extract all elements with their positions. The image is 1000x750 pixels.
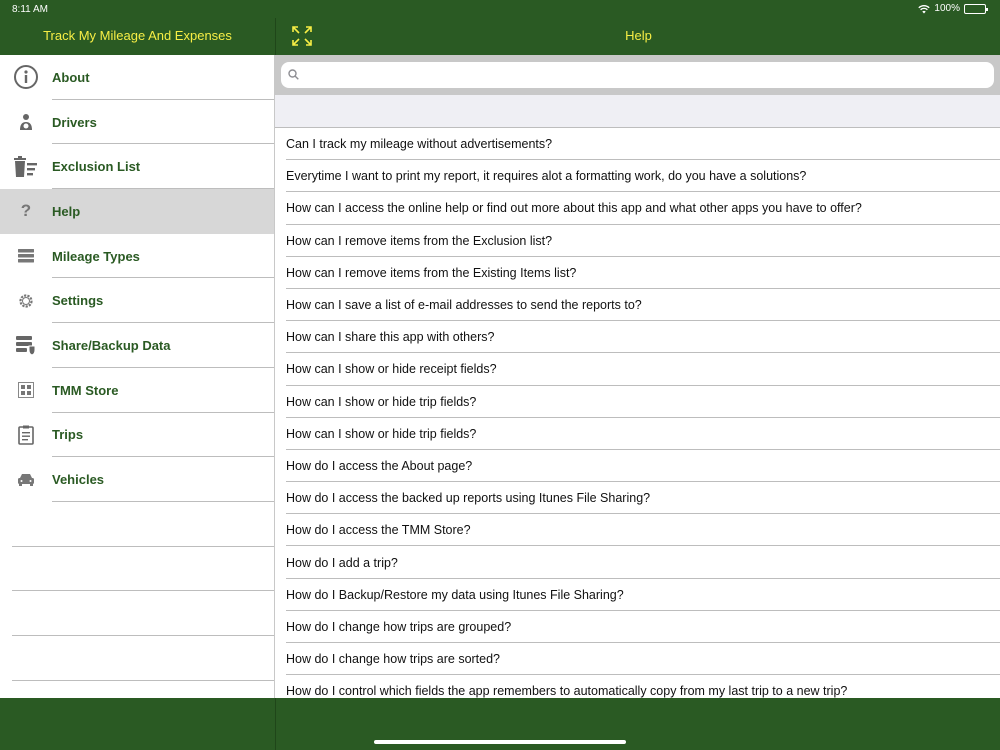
empty-row — [0, 547, 274, 592]
question-text: How do I access the backed up reports using Itunes File Sharing? — [286, 491, 651, 506]
empty-row — [0, 636, 274, 681]
list-item[interactable] — [275, 160, 1000, 192]
help-question-list — [275, 128, 1000, 698]
driver-icon — [0, 113, 52, 131]
question-text: How do I access the TMM Store? — [286, 523, 471, 538]
question-icon: ? — [20, 201, 32, 221]
question-text: How do I change how trips are sorted? — [286, 652, 501, 667]
list-item[interactable] — [275, 643, 1000, 675]
list-item[interactable] — [275, 546, 1000, 578]
list-item[interactable] — [275, 225, 1000, 257]
sidebar-item-label: Share/Backup Data — [52, 337, 171, 353]
status-bar — [0, 0, 1000, 18]
search-box[interactable] — [281, 62, 994, 88]
search-input[interactable] — [305, 65, 985, 85]
content-header — [275, 18, 1000, 55]
question-text: How do I add a trip? — [286, 555, 398, 570]
sidebar-item-vehicles[interactable] — [0, 457, 274, 502]
sidebar-header — [0, 18, 275, 55]
sidebar-item-label: About — [52, 69, 90, 85]
list-stack-icon — [0, 249, 52, 263]
search-icon — [288, 69, 299, 80]
list-item[interactable] — [275, 192, 1000, 224]
status-time: 8:11 AM — [12, 4, 48, 15]
list-section-header — [275, 95, 1000, 128]
list-item[interactable] — [275, 128, 1000, 160]
question-text: How can I save a list of e-mail addresses to send the reports to? — [286, 298, 642, 313]
question-text: How can I show or hide receipt fields? — [286, 362, 497, 377]
info-icon — [0, 64, 52, 90]
question-text: Everytime I want to print my report, it requires alot a formatting work, do you have a solutions? — [286, 169, 807, 184]
list-item[interactable] — [275, 418, 1000, 450]
sidebar-item-label: Drivers — [52, 114, 97, 130]
status-right — [918, 3, 986, 14]
search-bar — [275, 55, 1000, 95]
sidebar-toolbar — [0, 698, 275, 750]
question-text: How do I access the About page? — [286, 458, 473, 473]
sidebar-item-label: TMM Store — [52, 382, 119, 398]
list-item[interactable] — [275, 482, 1000, 514]
list-item[interactable] — [275, 257, 1000, 289]
sidebar-item-help[interactable] — [0, 189, 274, 234]
trash-list-icon — [0, 156, 52, 178]
sidebar-item-label: Help — [52, 203, 81, 219]
database-shield-icon — [0, 335, 52, 355]
question-text: How can I show or hide trip fields? — [286, 394, 477, 409]
sidebar-item-label: Settings — [52, 293, 104, 309]
sidebar-item-label: Vehicles — [52, 472, 105, 488]
app-title: Track My Mileage And Expenses — [43, 28, 232, 43]
question-text: How can I share this app with others? — [286, 330, 495, 345]
sidebar-item-label: Exclusion List — [52, 159, 141, 175]
list-item[interactable] — [275, 450, 1000, 482]
list-item[interactable] — [275, 514, 1000, 546]
sidebar-item-mileage-types[interactable] — [0, 234, 274, 279]
list-item[interactable] — [275, 579, 1000, 611]
sidebar-item-about[interactable] — [0, 55, 274, 100]
page-title: Help — [625, 28, 652, 43]
sidebar-item-share-backup-data[interactable] — [0, 323, 274, 368]
sidebar-item-settings[interactable] — [0, 278, 274, 323]
sidebar-item-label: Mileage Types — [52, 248, 140, 264]
list-item[interactable] — [275, 675, 1000, 698]
question-text: How can I remove items from the Exclusion list? — [286, 233, 553, 248]
list-item[interactable] — [275, 289, 1000, 321]
list-item[interactable] — [275, 321, 1000, 353]
grid-icon — [0, 382, 52, 398]
clipboard-icon — [0, 425, 52, 445]
list-item[interactable] — [275, 386, 1000, 418]
question-text: How do I control which fields the app remembers to automatically copy from my last trip to a new trip? — [286, 684, 848, 698]
home-indicator[interactable] — [374, 740, 626, 744]
battery-icon — [964, 4, 986, 14]
battery-percent: 100% — [934, 3, 960, 14]
list-item[interactable] — [275, 611, 1000, 643]
empty-row — [0, 591, 274, 636]
sidebar — [0, 55, 275, 698]
list-item[interactable] — [275, 353, 1000, 385]
car-icon — [0, 473, 52, 487]
wifi-icon — [918, 4, 930, 14]
question-text: How do I Backup/Restore my data using Itunes File Sharing? — [286, 587, 624, 602]
sidebar-item-label: Trips — [52, 427, 84, 443]
gear-icon — [0, 293, 52, 309]
sidebar-item-trips[interactable] — [0, 413, 274, 458]
sidebar-item-tmm-store[interactable] — [0, 368, 274, 413]
question-text: How can I access the online help or find out more about this app and what other apps you have to offer? — [286, 201, 862, 216]
question-text: How can I remove items from the Existing Items list? — [286, 265, 577, 280]
question-text: How do I change how trips are grouped? — [286, 619, 512, 634]
sidebar-item-drivers[interactable] — [0, 100, 274, 145]
question-text: How can I show or hide trip fields? — [286, 426, 477, 441]
empty-row — [0, 502, 274, 547]
sidebar-item-exclusion-list[interactable] — [0, 144, 274, 189]
question-text: Can I track my mileage without advertisements? — [286, 137, 553, 152]
